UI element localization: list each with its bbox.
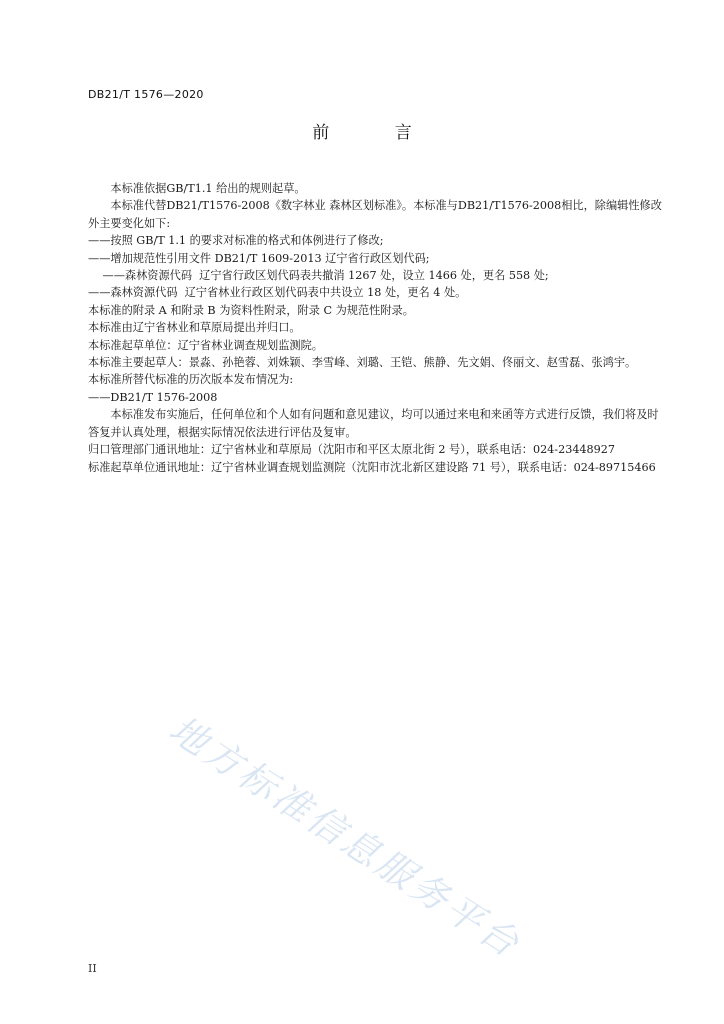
foreword-body [88, 180, 662, 476]
paragraph-replacement: 本标准代替DB21/T1576-2008《数字林业 森林区划标准》。本标准与DB21/T1576-2008相比，除编辑性修改外主要变化如下: [88, 199, 662, 230]
paragraph-drafting-rules: 本标准依据GB/T1.1 给出的规则起草。 [110, 182, 306, 195]
contact-drafting-unit-address: 标准起草单位通讯地址：辽宁省林业调查规划监测院（沈阳市沈北新区建设路 71 号），联系电话：024-89715466 [88, 460, 656, 474]
paragraph-version-history: 本标准所替代标准的历次版本发布情况为: [88, 373, 294, 387]
change-item-format: ——按照 GB/T 1.1 的要求对标准的格式和体例进行了修改; [88, 234, 384, 248]
contact-authority-address: 归口管理部门通讯地址：辽宁省林业和草原局（沈阳市和平区太原北街 2 号），联系电话：024-23448927 [88, 443, 616, 457]
paragraph-appendices: 本标准的附录 A 和附录 B 为资料性附录，附录 C 为规范性附录。 [88, 303, 414, 317]
version-history-item: ——DB21/T 1576-2008 [88, 390, 218, 404]
paragraph-drafting-unit: 本标准起草单位：辽宁省林业调查规划监测院。 [88, 338, 323, 352]
watermark: 地方标准信息服务平台 [161, 707, 529, 967]
paragraph-proposer: 本标准由辽宁省林业和草原局提出并归口。 [88, 321, 301, 335]
paragraph-drafters: 本标准主要起草人：景淼、孙艳蓉、刘姝颖、李雪峰、刘璐、王铠、熊静、先文娟、佟丽文、赵雪磊、张鸿宇。 [88, 356, 637, 370]
standard-code: DB21/T 1576—2020 [88, 88, 204, 101]
change-subitem-admin-code: ——森林资源代码 辽宁省行政区划代码表共撤消 1267 处，设立 1466 处，更名 558 处; [102, 269, 549, 283]
page-number: II [88, 962, 97, 975]
section-title-foreword: 前 言 [312, 123, 442, 143]
paragraph-feedback: 本标准发布实施后，任何单位和个人如有问题和意见建议，均可以通过来电和来函等方式进行反馈，我们将及时答复并认真处理，根据实际情况依法进行评估及复审。 [88, 408, 659, 439]
change-item-reference: ——增加规范性引用文件 DB21/T 1609-2013 辽宁省行政区划代码; [88, 251, 430, 265]
change-subitem-forestry-code: ——森林资源代码 辽宁省林业行政区划代码表中共设立 18 处，更名 4 处。 [88, 286, 467, 300]
